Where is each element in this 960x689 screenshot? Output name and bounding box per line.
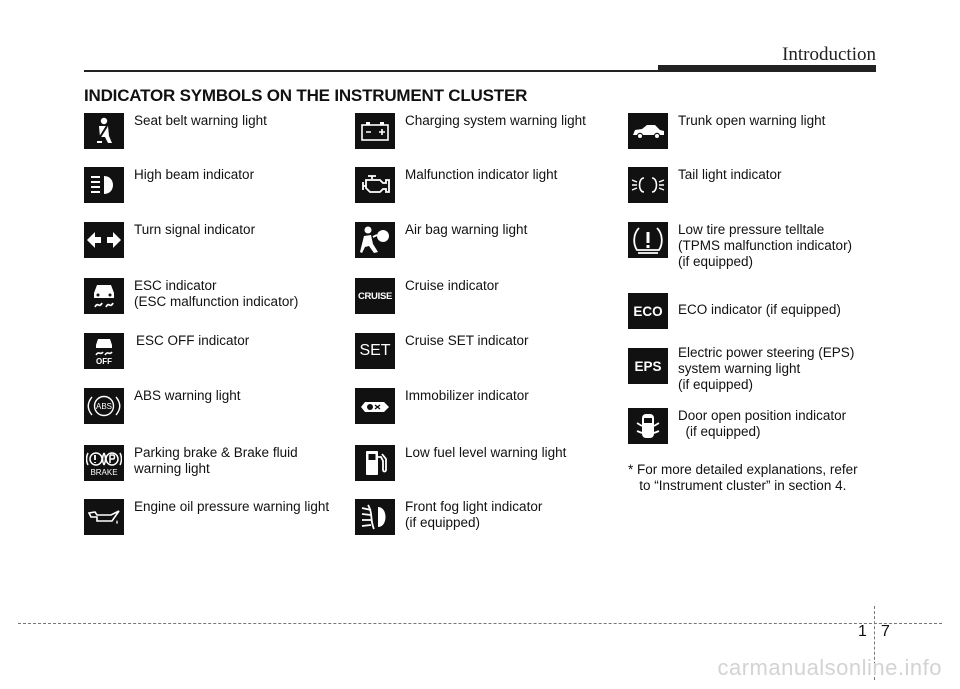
seat-belt-icon: [84, 113, 124, 149]
item-label: Malfunction indicator light: [405, 167, 558, 182]
eco-icon-text: ECO: [633, 303, 663, 319]
item-label: Low tire pressure telltale (TPMS malfunction indicator) (if equipped): [678, 222, 853, 269]
door-open-icon: [628, 408, 668, 444]
item-label: Low fuel level warning light: [405, 445, 567, 460]
chapter-number: 1: [858, 623, 867, 640]
tire-pressure-icon: [628, 222, 668, 258]
item-label: Cruise SET indicator: [405, 333, 529, 348]
section-title: INDICATOR SYMBOLS ON THE INSTRUMENT CLUSTER: [84, 86, 528, 105]
key-icon: [355, 388, 395, 424]
esc-off-icon: [84, 333, 124, 369]
item-eps: [628, 345, 854, 393]
item-immobilizer: [355, 388, 529, 424]
brake-icon-text: BRAKE: [90, 467, 118, 477]
item-oil-pressure: [84, 499, 329, 535]
item-cruise: [355, 278, 499, 314]
item-label: Electric power steering (EPS) system warning light (if equipped): [678, 345, 855, 392]
item-label: Trunk open warning light: [678, 113, 826, 128]
item-label: Cruise indicator: [405, 278, 499, 293]
eco-icon: [628, 293, 668, 329]
cruise-icon: [355, 278, 395, 314]
trunk-icon: [628, 113, 668, 149]
item-label: Door open position indicator (if equipped): [678, 408, 847, 439]
item-trunk-open: [628, 113, 825, 149]
cruise-icon-text: CRUISE: [357, 290, 393, 302]
item-seat-belt: [84, 113, 267, 149]
item-label: ECO indicator (if equipped): [678, 302, 841, 317]
eps-icon-text: EPS: [634, 358, 662, 374]
item-charging: [355, 113, 586, 149]
esc-off-icon-text: OFF: [96, 356, 112, 366]
item-esc-off: [84, 333, 249, 369]
item-label: ESC indicator (ESC malfunction indicator): [134, 278, 299, 309]
engine-icon: [355, 167, 395, 203]
page-number: 7: [881, 623, 890, 640]
item-label: ABS warning light: [134, 388, 241, 403]
turn-signal-icon: [84, 222, 124, 258]
watermark: carmanualsonline.info: [717, 655, 942, 680]
item-label: High beam indicator: [134, 167, 255, 182]
item-tail-light: [628, 167, 782, 203]
item-turn-signal: [84, 222, 255, 258]
item-fog-light: [355, 499, 542, 535]
esc-icon: [84, 278, 124, 314]
oil-pressure-icon: [84, 499, 124, 535]
item-label: Front fog light indicator (if equipped): [405, 499, 543, 530]
item-low-fuel: [355, 445, 566, 481]
item-door-open: [628, 408, 846, 444]
item-label: Immobilizer indicator: [405, 388, 529, 403]
item-esc: [84, 278, 298, 314]
item-label: Turn signal indicator: [134, 222, 256, 237]
item-airbag: [355, 222, 527, 258]
item-brake: [84, 445, 298, 481]
abs-icon: [84, 388, 124, 424]
abs-icon-text: ABS: [95, 401, 112, 411]
item-abs: [84, 388, 241, 424]
item-label: Charging system warning light: [405, 113, 586, 128]
item-cruise-set: [355, 333, 529, 369]
item-high-beam: [84, 167, 254, 203]
high-beam-icon: [84, 167, 124, 203]
brake-icon: [84, 445, 124, 481]
battery-icon: [355, 113, 395, 149]
item-tpms: [628, 222, 852, 270]
fuel-pump-icon: [355, 445, 395, 481]
cruise-set-icon-text: SET: [359, 342, 391, 359]
header-rule-accent: [658, 65, 876, 72]
tail-light-icon: [628, 167, 668, 203]
item-label: Engine oil pressure warning light: [134, 499, 330, 514]
item-label: Air bag warning light: [405, 222, 528, 237]
item-label: Parking brake & Brake fluid warning light: [134, 445, 298, 476]
item-label: Seat belt warning light: [134, 113, 267, 128]
running-header: Introduction: [782, 44, 876, 65]
footer-rule: [18, 623, 942, 624]
item-label: ESC OFF indicator: [136, 333, 250, 348]
airbag-icon: [355, 222, 395, 258]
footnote: * For more detailed explanations, refer to “Instrument cluster” in section 4.: [628, 462, 858, 493]
fog-light-icon: [355, 499, 395, 535]
cruise-set-icon: [355, 333, 395, 369]
item-malfunction: [355, 167, 557, 203]
eps-icon: [628, 348, 668, 384]
item-eco: [628, 293, 841, 329]
item-label: Tail light indicator: [678, 167, 782, 182]
